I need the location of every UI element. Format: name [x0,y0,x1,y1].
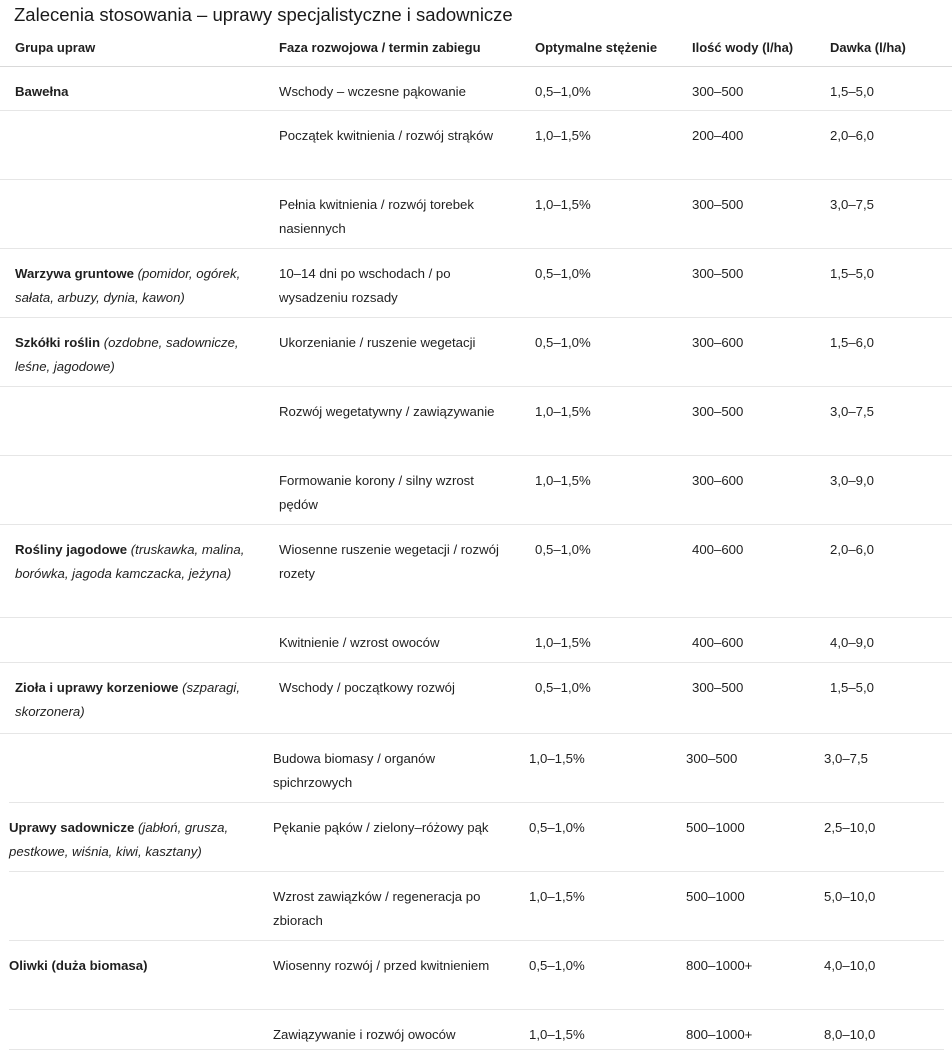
cell-phase: Pękanie pąków / zielony–różowy pąk [273,820,489,835]
cell-group [15,331,255,379]
cell-concentration: 0,5–1,0% [529,820,585,835]
cell-concentration: 0,5–1,0% [535,266,591,281]
group-name: Warzywa gruntowe [15,266,134,281]
header-group: Grupa upraw [15,40,96,55]
cell-phase: Początek kwitnienia / rozwój strąków [279,128,494,143]
cell-phase: Pełnia kwitnienia / rozwój torebek nasiennych [279,197,474,236]
cell-concentration: 1,0–1,5% [529,889,585,904]
cell-group [9,954,249,978]
cell-dose: 3,0–7,5 [830,197,874,212]
group-name: Uprawy sadownicze [9,820,135,835]
table-row [0,662,952,734]
table-row [0,455,952,525]
cell-phase: Formowanie korony / silny wzrost pędów [279,473,474,512]
cell-water: 300–500 [692,680,744,695]
cell-dose: 4,0–9,0 [830,635,874,650]
cell-phase: Wschody / początkowy rozwój [279,680,455,695]
cell-group [15,538,255,586]
table-row [9,940,944,1010]
cell-dose: 4,0–10,0 [824,958,876,973]
header-concentration: Optymalne stężenie [535,40,658,55]
cell-water: 300–500 [692,197,744,212]
group-name: Rośliny jagodowe [15,542,128,557]
cell-concentration: 1,0–1,5% [529,1027,585,1042]
group-note: (pomidor, ogórek, sałata, arbuzy, dynia, kawon) [15,266,241,305]
cell-concentration: 1,0–1,5% [535,404,591,419]
cell-dose: 2,0–6,0 [830,542,874,557]
cell-concentration: 0,5–1,0% [535,680,591,695]
cell-concentration: 1,0–1,5% [535,128,591,143]
cell-water: 300–600 [692,473,744,488]
table-row [9,1009,944,1050]
cell-water: 800–1000+ [686,1027,753,1042]
group-name: Oliwki (duża biomasa) [9,958,148,973]
cell-phase: Ukorzenianie / ruszenie wegetacji [279,335,476,350]
cell-dose: 3,0–9,0 [830,473,874,488]
cell-concentration: 0,5–1,0% [535,84,591,99]
cell-phase: Wiosenne ruszenie wegetacji / rozwój rozety [279,542,499,581]
cell-phase: Kwitnienie / wzrost owoców [279,635,440,650]
group-name: Zioła i uprawy korzeniowe [15,680,179,695]
cell-water: 300–500 [692,84,744,99]
cell-phase: Zawiązywanie i rozwój owoców [273,1027,456,1042]
cell-water: 200–400 [692,128,744,143]
table-row [0,617,952,663]
table-row [9,733,944,803]
header-dose: Dawka (l/ha) [830,40,906,55]
cell-water: 300–600 [692,335,744,350]
cell-water: 500–1000 [686,820,745,835]
cell-concentration: 0,5–1,0% [535,542,591,557]
cell-water: 300–500 [692,404,744,419]
table-row [0,179,952,249]
header-water: Ilość wody (l/ha) [692,40,794,55]
table-row [0,386,952,456]
cell-water: 500–1000 [686,889,745,904]
cell-dose: 5,0–10,0 [824,889,876,904]
cell-phase: Rozwój wegetatywny / zawiązywanie [279,404,495,419]
cell-phase: Wzrost zawiązków / regeneracja po zbiorach [273,889,481,928]
table-row [0,317,952,387]
cell-phase: Wiosenny rozwój / przed kwitnieniem [273,958,490,973]
table-row [0,110,952,180]
cell-phase: 10–14 dni po wschodach / po wysadzeniu rozsady [279,266,451,305]
table-row [0,248,952,318]
cell-dose: 1,5–6,0 [830,335,874,350]
cell-water: 400–600 [692,635,744,650]
table-row [9,802,944,872]
cell-group [15,676,255,724]
cell-group [9,816,249,864]
cell-dose: 1,5–5,0 [830,680,874,695]
cell-concentration: 1,0–1,5% [535,197,591,212]
group-note: (szparagi, skorzonera) [15,680,240,719]
cell-concentration: 0,5–1,0% [535,335,591,350]
table-row [9,871,944,941]
cell-phase: Budowa biomasy / organów spichrzowych [273,751,436,790]
cell-concentration: 1,0–1,5% [535,473,591,488]
page-title: Zalecenia stosowania – uprawy specjalistyczne i sadownicze [14,4,513,25]
cell-concentration: 0,5–1,0% [529,958,585,973]
group-note: (jabłoń, grusza, pestkowe, wiśnia, kiwi, kasztany) [9,820,229,859]
cell-phase: Wschody – wczesne pąkowanie [279,84,466,99]
cell-water: 800–1000+ [686,958,753,973]
cell-dose: 3,0–7,5 [830,404,874,419]
group-name: Szkółki roślin [15,335,101,350]
cell-dose: 8,0–10,0 [824,1027,876,1042]
header-phase: Faza rozwojowa / termin zabiegu [279,40,481,55]
cell-dose: 1,5–5,0 [830,266,874,281]
table-header [0,40,952,67]
table-row [0,524,952,618]
cell-dose: 2,5–10,0 [824,820,876,835]
cell-concentration: 1,0–1,5% [529,751,585,766]
cell-dose: 2,0–6,0 [830,128,874,143]
cell-concentration: 1,0–1,5% [535,635,591,650]
group-name: Bawełna [15,84,69,99]
cell-dose: 3,0–7,5 [824,751,868,766]
cell-dose: 1,5–5,0 [830,84,874,99]
cell-group [15,262,255,310]
cell-group [15,80,255,104]
table-row [0,66,952,111]
group-note: (ozdobne, sadownicze, leśne, jagodowe) [15,335,239,374]
group-note: (truskawka, malina, borówka, jagoda kamczacka, jeżyna) [15,542,245,581]
cell-water: 300–500 [692,266,744,281]
cell-water: 300–500 [686,751,738,766]
cell-water: 400–600 [692,542,744,557]
